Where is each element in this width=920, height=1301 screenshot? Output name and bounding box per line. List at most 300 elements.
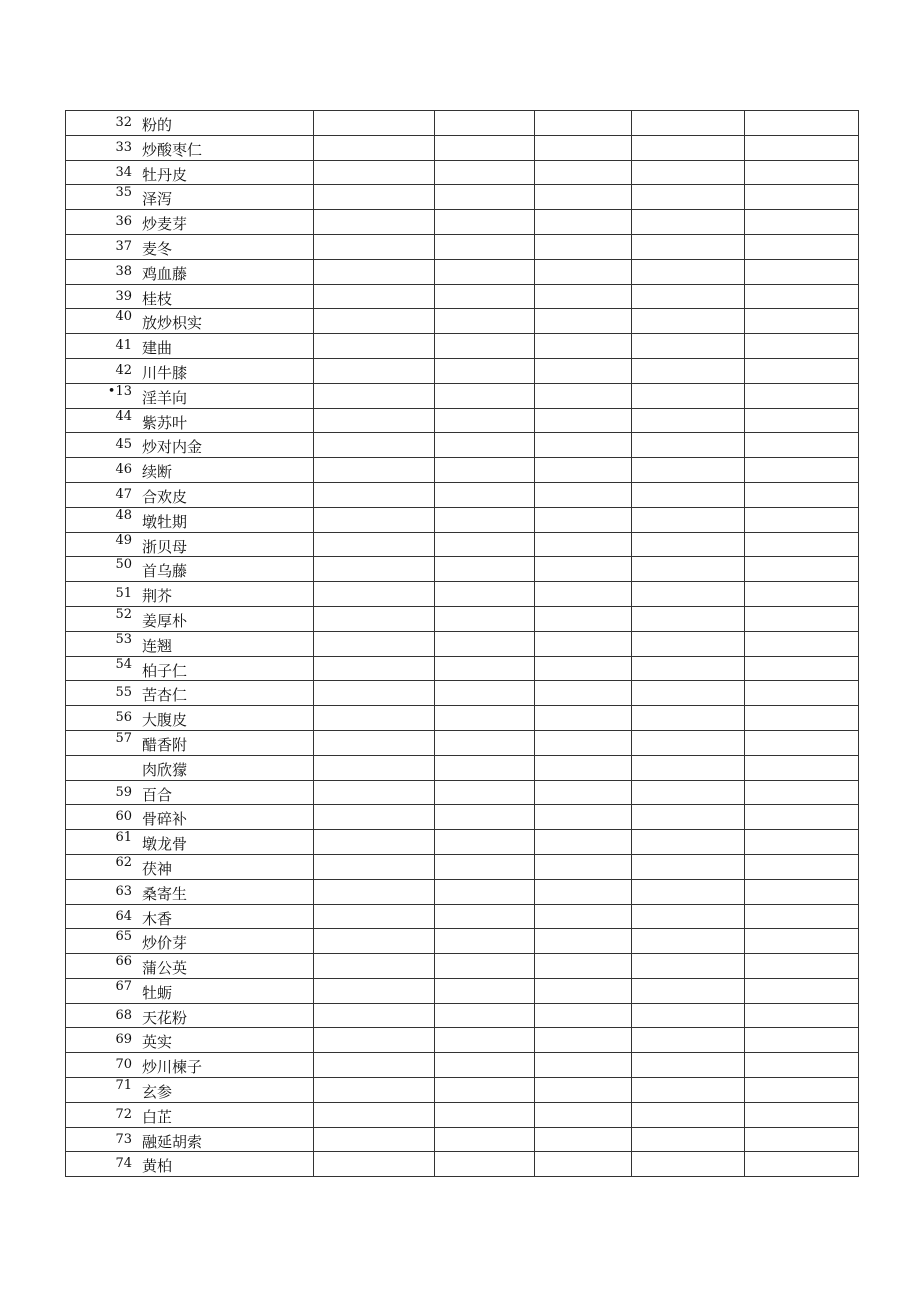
empty-cell [435, 1078, 534, 1103]
row-number: 64 [115, 908, 132, 924]
empty-cell [744, 482, 858, 507]
empty-cell [744, 929, 858, 954]
empty-cell [314, 830, 435, 855]
empty-cell [744, 557, 858, 582]
empty-cell [631, 1078, 744, 1103]
empty-cell [314, 185, 435, 210]
herb-name: 苦杏仁 [142, 686, 188, 705]
empty-cell [631, 210, 744, 235]
item-cell [66, 1102, 314, 1127]
empty-cell [631, 259, 744, 284]
table-row [66, 904, 859, 929]
empty-cell [314, 482, 435, 507]
herb-name: 百合 [142, 785, 173, 804]
herb-name: 川牛膝 [142, 363, 188, 382]
item-cell [66, 334, 314, 359]
item-cell [66, 408, 314, 433]
empty-cell [631, 805, 744, 830]
empty-cell [744, 830, 858, 855]
table-row [66, 879, 859, 904]
table-row [66, 408, 859, 433]
row-number: 50 [115, 557, 132, 573]
empty-cell [435, 1003, 534, 1028]
empty-cell [744, 334, 858, 359]
empty-cell [314, 433, 435, 458]
table-row [66, 507, 859, 532]
empty-cell [314, 1102, 435, 1127]
item-cell [66, 805, 314, 830]
empty-cell [744, 681, 858, 706]
row-number: 47 [115, 486, 132, 502]
empty-cell [744, 234, 858, 259]
empty-cell [314, 1003, 435, 1028]
table-row [66, 929, 859, 954]
row-number: 59 [115, 784, 132, 800]
empty-cell [631, 334, 744, 359]
empty-cell [435, 582, 534, 607]
empty-cell [534, 160, 631, 185]
table-row [66, 854, 859, 879]
empty-cell [435, 1152, 534, 1177]
table-row [66, 954, 859, 979]
table-row [66, 706, 859, 731]
row-number: 66 [115, 954, 132, 970]
row-number: 55 [115, 685, 132, 701]
empty-cell [744, 978, 858, 1003]
empty-cell [534, 1028, 631, 1053]
item-cell [66, 284, 314, 309]
empty-cell [435, 358, 534, 383]
empty-cell [744, 1152, 858, 1177]
herb-name: 紫苏叶 [142, 413, 188, 432]
item-cell [66, 507, 314, 532]
herb-name: 醋香附 [142, 735, 188, 754]
item-cell [66, 433, 314, 458]
empty-cell [534, 210, 631, 235]
empty-cell [631, 929, 744, 954]
empty-cell [314, 1053, 435, 1078]
herb-name: 合欢皮 [142, 487, 188, 506]
empty-cell [631, 284, 744, 309]
item-cell [66, 309, 314, 334]
empty-cell [744, 656, 858, 681]
empty-cell [744, 631, 858, 656]
table-row [66, 1003, 859, 1028]
item-cell [66, 954, 314, 979]
empty-cell [631, 185, 744, 210]
row-number: 48 [115, 507, 132, 523]
herb-name: 柏子仁 [142, 661, 188, 680]
empty-cell [534, 334, 631, 359]
herb-name: 墩龙骨 [142, 835, 188, 854]
empty-cell [534, 830, 631, 855]
empty-cell [631, 507, 744, 532]
empty-cell [534, 458, 631, 483]
item-cell [66, 978, 314, 1003]
table-row [66, 532, 859, 557]
herb-name: 桂枝 [142, 289, 173, 308]
row-number: 71 [115, 1078, 132, 1094]
empty-cell [314, 408, 435, 433]
empty-cell [314, 904, 435, 929]
empty-cell [314, 656, 435, 681]
empty-cell [744, 730, 858, 755]
table-row [66, 383, 859, 408]
empty-cell [744, 284, 858, 309]
table-row [66, 1078, 859, 1103]
table-row [66, 582, 859, 607]
empty-cell [314, 879, 435, 904]
empty-cell [534, 730, 631, 755]
empty-cell [631, 433, 744, 458]
row-number: 42 [115, 362, 132, 378]
empty-cell [744, 879, 858, 904]
table-row [66, 334, 859, 359]
empty-cell [631, 706, 744, 731]
row-number: 56 [115, 710, 132, 726]
empty-cell [314, 854, 435, 879]
empty-cell [435, 830, 534, 855]
empty-cell [744, 135, 858, 160]
empty-cell [744, 1102, 858, 1127]
table-row [66, 358, 859, 383]
item-cell [66, 830, 314, 855]
empty-cell [314, 358, 435, 383]
item-cell [66, 606, 314, 631]
item-cell [66, 904, 314, 929]
row-number: 61 [115, 830, 132, 846]
empty-cell [631, 780, 744, 805]
empty-cell [631, 135, 744, 160]
herb-name: 牡蛎 [142, 983, 173, 1002]
empty-cell [314, 111, 435, 136]
item-cell [66, 929, 314, 954]
herb-name: 泽泻 [142, 190, 173, 209]
herb-name: 荆芥 [142, 587, 173, 606]
table-row [66, 1028, 859, 1053]
empty-cell [631, 904, 744, 929]
item-cell [66, 532, 314, 557]
herb-name: 建曲 [142, 339, 173, 358]
empty-cell [744, 1078, 858, 1103]
table-row [66, 111, 859, 136]
empty-cell [314, 1127, 435, 1152]
herb-name: 炒川楝子 [142, 1058, 203, 1077]
item-cell [66, 631, 314, 656]
herb-name: 连翘 [142, 636, 173, 655]
empty-cell [744, 780, 858, 805]
empty-cell [534, 111, 631, 136]
herb-name: 融延胡索 [142, 1132, 203, 1151]
empty-cell [534, 978, 631, 1003]
empty-cell [435, 111, 534, 136]
empty-cell [534, 854, 631, 879]
empty-cell [314, 1152, 435, 1177]
item-cell [66, 1003, 314, 1028]
item-cell [66, 259, 314, 284]
empty-cell [631, 606, 744, 631]
empty-cell [744, 954, 858, 979]
table-row [66, 284, 859, 309]
empty-cell [744, 1003, 858, 1028]
empty-cell [534, 284, 631, 309]
empty-cell [534, 582, 631, 607]
empty-cell [631, 309, 744, 334]
empty-cell [631, 1028, 744, 1053]
empty-cell [435, 185, 534, 210]
row-number: 41 [115, 338, 132, 354]
row-number: 72 [115, 1106, 132, 1122]
item-cell [66, 656, 314, 681]
empty-cell [534, 259, 631, 284]
empty-cell [744, 582, 858, 607]
table-row [66, 433, 859, 458]
row-number: 62 [115, 854, 132, 870]
empty-cell [314, 681, 435, 706]
empty-cell [534, 706, 631, 731]
herb-name: 淫羊向 [142, 388, 188, 407]
empty-cell [744, 706, 858, 731]
table-row [66, 1053, 859, 1078]
empty-cell [631, 656, 744, 681]
table-row [66, 234, 859, 259]
herb-name: 桑寄生 [142, 884, 188, 903]
empty-cell [631, 954, 744, 979]
empty-cell [435, 606, 534, 631]
table-row [66, 755, 859, 780]
herb-name: 浙贝母 [142, 537, 188, 556]
empty-cell [314, 954, 435, 979]
empty-cell [631, 234, 744, 259]
empty-cell [631, 482, 744, 507]
row-number: 54 [115, 656, 132, 672]
empty-cell [435, 879, 534, 904]
row-number: 68 [115, 1007, 132, 1023]
table-row [66, 631, 859, 656]
herb-name: 炒对内金 [142, 438, 203, 457]
empty-cell [435, 1053, 534, 1078]
row-number: 57 [115, 730, 132, 746]
table-row [66, 978, 859, 1003]
item-cell [66, 234, 314, 259]
empty-cell [435, 1127, 534, 1152]
row-number: 49 [115, 532, 132, 548]
empty-cell [744, 854, 858, 879]
empty-cell [631, 557, 744, 582]
empty-cell [744, 1053, 858, 1078]
empty-cell [631, 1102, 744, 1127]
empty-cell [435, 433, 534, 458]
empty-cell [314, 978, 435, 1003]
row-number: 69 [115, 1032, 132, 1048]
empty-cell [744, 259, 858, 284]
herb-name: 炒价芽 [142, 934, 188, 953]
empty-cell [435, 160, 534, 185]
empty-cell [744, 433, 858, 458]
herb-name: 放炒枳实 [142, 314, 203, 333]
empty-cell [534, 904, 631, 929]
empty-cell [435, 730, 534, 755]
empty-cell [631, 532, 744, 557]
empty-cell [631, 1127, 744, 1152]
herb-name: 鸡血藤 [142, 264, 188, 283]
empty-cell [534, 755, 631, 780]
item-cell [66, 1152, 314, 1177]
row-number: 39 [115, 288, 132, 304]
item-cell [66, 160, 314, 185]
empty-cell [534, 1152, 631, 1177]
empty-cell [534, 1053, 631, 1078]
empty-cell [534, 408, 631, 433]
row-number: 51 [115, 586, 132, 602]
herb-name: 首乌藤 [142, 562, 188, 581]
item-cell [66, 210, 314, 235]
empty-cell [314, 284, 435, 309]
empty-cell [435, 904, 534, 929]
table-row [66, 805, 859, 830]
empty-cell [314, 135, 435, 160]
table-row [66, 730, 859, 755]
empty-cell [534, 656, 631, 681]
item-cell [66, 1053, 314, 1078]
empty-cell [744, 606, 858, 631]
empty-cell [631, 408, 744, 433]
empty-cell [435, 408, 534, 433]
empty-cell [314, 755, 435, 780]
empty-cell [534, 482, 631, 507]
empty-cell [631, 755, 744, 780]
empty-cell [435, 135, 534, 160]
empty-cell [435, 681, 534, 706]
empty-cell [435, 259, 534, 284]
table-row [66, 557, 859, 582]
empty-cell [534, 309, 631, 334]
empty-cell [744, 507, 858, 532]
empty-cell [631, 978, 744, 1003]
herb-name: 续断 [142, 463, 173, 482]
herb-name: 大腹皮 [142, 711, 188, 730]
empty-cell [314, 309, 435, 334]
row-number: 65 [115, 929, 132, 945]
empty-cell [534, 879, 631, 904]
empty-cell [534, 929, 631, 954]
empty-cell [314, 805, 435, 830]
empty-cell [744, 160, 858, 185]
empty-cell [631, 160, 744, 185]
empty-cell [631, 879, 744, 904]
empty-cell [744, 1127, 858, 1152]
herb-name: 牡丹皮 [142, 165, 188, 184]
item-cell [66, 135, 314, 160]
empty-cell [314, 234, 435, 259]
empty-cell [534, 185, 631, 210]
empty-cell [534, 1078, 631, 1103]
table-row [66, 1152, 859, 1177]
empty-cell [314, 929, 435, 954]
empty-cell [435, 507, 534, 532]
herb-name: 炒酸枣仁 [142, 140, 203, 159]
item-cell [66, 755, 314, 780]
empty-cell [435, 656, 534, 681]
item-cell [66, 854, 314, 879]
empty-cell [631, 458, 744, 483]
empty-cell [435, 631, 534, 656]
empty-cell [534, 631, 631, 656]
empty-cell [314, 780, 435, 805]
empty-cell [534, 1003, 631, 1028]
herb-name: 蒲公英 [142, 959, 188, 978]
empty-cell [744, 532, 858, 557]
empty-cell [435, 334, 534, 359]
row-number: 32 [115, 115, 132, 130]
row-number: 44 [115, 408, 132, 424]
item-cell [66, 1127, 314, 1152]
item-cell [66, 358, 314, 383]
empty-cell [435, 1028, 534, 1053]
empty-cell [744, 210, 858, 235]
table-row [66, 780, 859, 805]
empty-cell [314, 1078, 435, 1103]
item-cell [66, 557, 314, 582]
herb-name: 肉欣獴 [142, 760, 188, 779]
empty-cell [631, 111, 744, 136]
table-row [66, 830, 859, 855]
empty-cell [534, 383, 631, 408]
table-row [66, 1127, 859, 1152]
empty-cell [435, 854, 534, 879]
item-cell [66, 458, 314, 483]
table-row [66, 135, 859, 160]
herb-name: 白芷 [142, 1107, 173, 1126]
item-cell [66, 1078, 314, 1103]
herb-name: 黄柏 [142, 1157, 173, 1176]
empty-cell [631, 830, 744, 855]
item-cell [66, 185, 314, 210]
empty-cell [435, 954, 534, 979]
row-number: 45 [115, 437, 132, 453]
empty-cell [744, 755, 858, 780]
empty-cell [631, 1053, 744, 1078]
item-cell [66, 681, 314, 706]
empty-cell [631, 1152, 744, 1177]
empty-cell [534, 780, 631, 805]
empty-cell [314, 606, 435, 631]
empty-cell [314, 383, 435, 408]
empty-cell [314, 706, 435, 731]
empty-cell [534, 433, 631, 458]
empty-cell [631, 358, 744, 383]
empty-cell [314, 210, 435, 235]
empty-cell [534, 532, 631, 557]
table-row [66, 656, 859, 681]
empty-cell [314, 507, 435, 532]
row-number: •13 [107, 383, 132, 399]
empty-cell [435, 482, 534, 507]
empty-cell [631, 582, 744, 607]
empty-cell [534, 358, 631, 383]
item-cell [66, 582, 314, 607]
empty-cell [314, 532, 435, 557]
empty-cell [435, 458, 534, 483]
row-number: 40 [115, 309, 132, 325]
row-number: 33 [115, 139, 132, 155]
empty-cell [435, 210, 534, 235]
item-cell [66, 879, 314, 904]
empty-cell [435, 755, 534, 780]
row-number: 38 [115, 263, 132, 279]
empty-cell [534, 557, 631, 582]
empty-cell [534, 954, 631, 979]
